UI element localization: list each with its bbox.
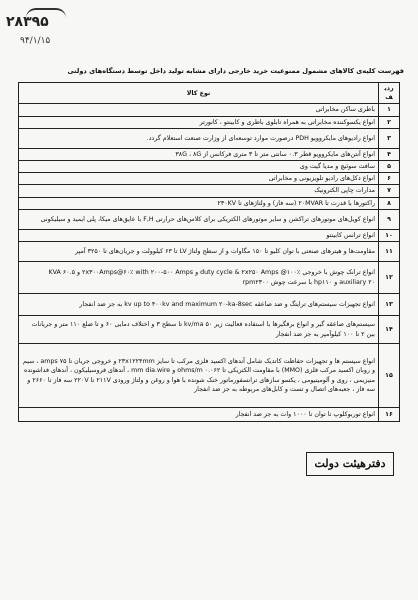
header-item: نوع کالا (19, 83, 379, 104)
row-number: ۱۳ (379, 294, 400, 316)
row-item-description: انواع ترانس کابینتو (19, 229, 379, 241)
row-number: ۲ (379, 116, 400, 128)
row-number: ۱۰ (379, 229, 400, 241)
table-row (19, 242, 400, 262)
table-row (19, 116, 400, 128)
row-item-description: سیستم‌های صاعقه گیر و انواع برقگیرها با استفاده فعالیت زیر kv/ma ۵۰ تا سطح ۳ و اختلاف دمایی ۶۰ و تا ضلع ۱۱۰ متر و جریانات بین ۲ تا ۱۰۰ کیلوآمپر به جز ضد انفجار (19, 316, 379, 344)
row-number: ۸ (379, 197, 400, 209)
table-row (19, 229, 400, 241)
row-number: ۱۱ (379, 242, 400, 262)
row-item-description: انواع سیستم ها و تجهیزات حفاظت کاتدیک شامل آندهای اکسید فلزی مرکب تا سایز ۲۳x۱۲۲۴mm و خروجی جریان تا ۷۵ amps ، سیم و روبان اکسید مرکب فلزی (MMO) با مقاومت الکتریکی تا ۰.۰۶۲ ohms/m و mm dia.wire ، آندهای فروسیلیکون ، آندهای فداشونده منیزیمی ، روی و آلومینیومی ، یکسو سازهای ترانسفورماتور خنک شونده با هوا و روغن و ولتاژ ورودی ۲۱۱V تا ۲۲۰V سه فاز تا ۲۶۶۰ و سه فاز ، جعبه‌های اتصال و تست و کابل‌های مربوطه به جز ضد انفجار (19, 344, 379, 408)
row-item-description: انواع دکل‌های رادیو تلویزیونی و مخابراتی (19, 173, 379, 185)
row-item-description: سافت سوئیچ و مدیا گیت وی (19, 161, 379, 173)
row-item-description: انواع تجهیزات سیستم‌های ترایتگ و ضد صاعقه kv up to ۴۰۰kv and maximum ۲۰-ka-8sec به جز ضد انفجار (19, 294, 379, 316)
row-item-description: انواع رادیوهای مایکروویو PDH درصورت موارد توسعه‌ای از وزارت صنعت استعلام گردد. (19, 128, 379, 148)
table-row (19, 209, 400, 229)
row-number: ۴ (379, 148, 400, 160)
table-row (19, 197, 400, 209)
table-row (19, 173, 400, 185)
row-item-description: باطری ساکن مخابراتی (19, 104, 379, 116)
row-item-description: مدارات چاپی الکترونیک (19, 185, 379, 197)
row-item-description: انواع کویل‌های موتورهای تراکشن و سایر موتورهای الکتریکی برای کلاس‌های حرارتی F,H با عایق‌های میکا، پلی ایمید و سیلیکونی (19, 209, 379, 229)
table-row (19, 316, 400, 344)
registration-stamp (6, 8, 102, 48)
row-item-description: انواع ترانک چوش با خروجی duty cycle & ۲x۲۵۰ Amps @۱۰۰٪ و ۲x۳۰۰Amps@۶۰٪ with ۲۰۰-۵۰۰ Amps و ۶۰.۵ KVA auxiliary ۲۰ و hp۱۱۰ با سرعت چوش rpm۲۳۰۰ (19, 262, 379, 294)
table-row (19, 185, 400, 197)
stamp-number: ۲۸۳۹۵ (6, 14, 49, 30)
row-number: ۳ (379, 128, 400, 148)
row-number: ۶ (379, 173, 400, 185)
row-item-description: راکتورها با قدرت تا ۲۰MVAR (سه فاز) و ولتاژهای تا ۲۳۰KV (19, 197, 379, 209)
row-number: ۱ (379, 104, 400, 116)
row-item-description: انواع یکسوکننده مخابراتی به همراه تابلوی باطری و کابینتو ، کانورتر (19, 116, 379, 128)
row-number: ۱۲ (379, 262, 400, 294)
header-num: ردیف (379, 83, 400, 104)
table-row (19, 262, 400, 294)
table-row (19, 408, 400, 422)
row-number: ۷ (379, 185, 400, 197)
row-number: ۱۵ (379, 344, 400, 408)
table-row (19, 148, 400, 160)
row-number: ۹ (379, 209, 400, 229)
row-number: ۵ (379, 161, 400, 173)
table-header-row (19, 83, 400, 104)
document-title: فهرست کلیه‌ی کالاهای مشمول ممنوعیت خرید خارجی دارای مشابه تولید داخل توسط دستگاه‌های دولتی (67, 67, 404, 75)
table-row (19, 161, 400, 173)
table-row (19, 104, 400, 116)
table-row (19, 294, 400, 316)
stamp-date: ۹۴/۱/۱۵ (20, 36, 51, 46)
row-item-description: انواع توربوکلوپ تا توان تا ۱۰۰۰ وات به جز ضد انفجار (19, 408, 379, 422)
row-item-description: انواع آنتن‌های مایکروویو قطر ۰.۳ سانتی متر تا ۳ متری فرکانس از ۳۸G ، ۸G (19, 148, 379, 160)
row-item-description: مقاومت‌ها و هیترهای صنعتی با توان کلیو تا ۱۵۰ مگاوات و از سطح ولتاژ LV تا ۶۳ کیلوولت و جریان‌های تا ۳۲۵۰ آمپر (19, 242, 379, 262)
row-number: ۱۶ (379, 408, 400, 422)
row-number: ۱۴ (379, 316, 400, 344)
government-office-seal: دفترهیئت دولت (306, 452, 394, 476)
table-row (19, 344, 400, 408)
table-row (19, 128, 400, 148)
goods-table (18, 82, 400, 422)
